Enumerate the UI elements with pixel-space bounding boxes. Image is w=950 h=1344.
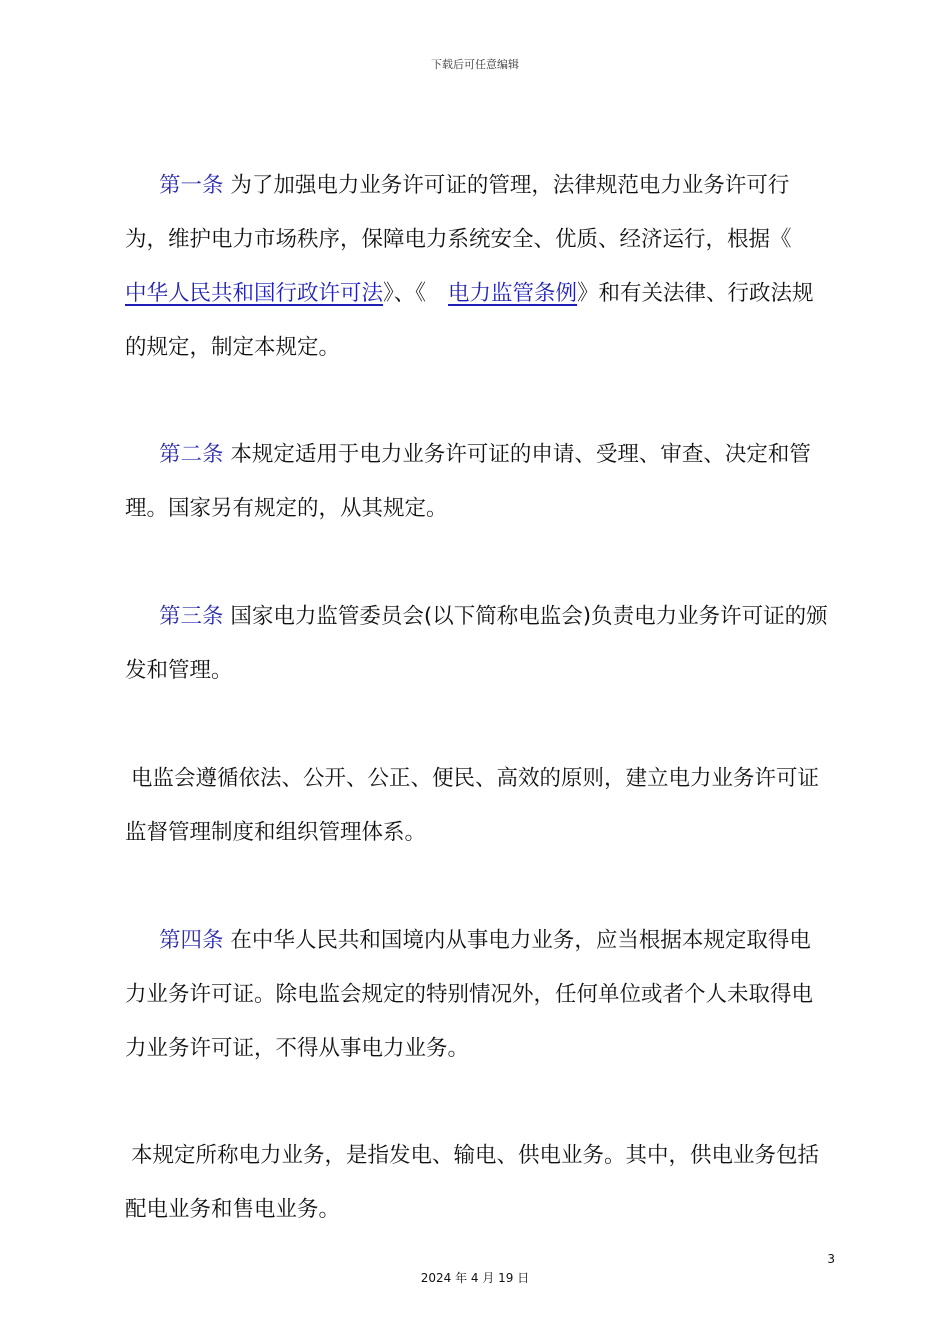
definition-paragraph (125, 1129, 830, 1237)
footer-date: 2024 年 4 月 19 日 (420, 1271, 530, 1285)
article-3-text: 国家电力监管委员会(以下简称电监会)负责电力业务许可证的颁发和管理。 (125, 604, 828, 683)
page-number: 3 (827, 1252, 835, 1266)
article-2-text: 本规定适用于电力业务许可证的申请、受理、审查、决定和管理。国家另有规定的，从其规定。 (125, 442, 811, 521)
article-1-label: 第一条 (159, 173, 224, 198)
principles-paragraph (125, 752, 830, 860)
article-4-label: 第四条 (159, 928, 224, 953)
article-1-text-after: 》和有关法律、行政法规的规定，制定本规定。 (125, 281, 814, 360)
article-1-text-mid: 》、《 (383, 281, 427, 306)
article-1-text-before: 为了加强电力业务许可证的管理，法律规范电力业务许可行为，维护电力市场秩序，保障电力系统安全、优质、经济运行，根据《 (125, 173, 792, 252)
article-2-label: 第二条 (159, 442, 224, 467)
header-note: 下载后可任意编辑 (431, 58, 519, 71)
article-4 (125, 914, 830, 1076)
article-3-label: 第三条 (159, 604, 224, 629)
article-1 (125, 159, 830, 375)
definition-text: 本规定所称电力业务，是指发电、输电、供电业务。其中，供电业务包括配电业务和售电业务。 (125, 1143, 820, 1222)
administrative-licensing-law-link[interactable]: 中华人民共和国行政许可法 (125, 281, 384, 306)
article-2 (125, 428, 830, 536)
article-4-text: 在中华人民共和国境内从事电力业务，应当根据本规定取得电力业务许可证。除电监会规定的特别情况外，任何单位或者个人未取得电力业务许可证，不得从事电力业务。 (125, 928, 814, 1061)
article-3 (125, 590, 830, 698)
principles-text: 电监会遵循依法、公开、公正、便民、高效的原则，建立电力业务许可证监督管理制度和组织管理体系。 (125, 766, 820, 845)
electricity-regulation-ordinance-link[interactable]: 电力监管条例 (448, 281, 578, 306)
